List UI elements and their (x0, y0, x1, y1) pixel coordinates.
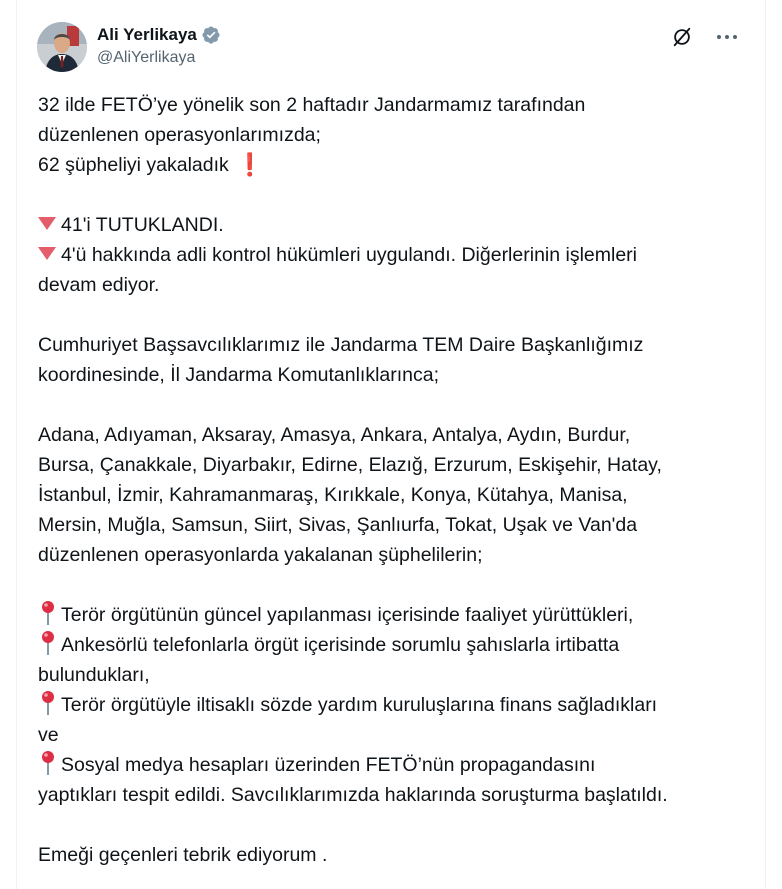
tweet-text (38, 90, 750, 870)
text-line (38, 150, 750, 180)
spacer (38, 180, 750, 210)
text-line (38, 690, 750, 720)
text-line: 32 ilde FETÖ’ye yönelik son 2 haftadır Jandarmamız tarafından (38, 94, 586, 116)
text-span: 41'i TUTUKLANDI. (61, 214, 224, 236)
avatar[interactable] (37, 22, 87, 72)
text-line: Emeği geçenleri tebrik ediyorum . (38, 844, 328, 866)
spacer (38, 300, 750, 330)
tweet-card (16, 0, 766, 889)
display-name[interactable]: Ali Yerlikaya (97, 25, 197, 44)
text-line: Mersin, Muğla, Samsun, Siirt, Sivas, Şanlıurfa, Tokat, Uşak ve Van'da (38, 514, 638, 536)
text-span: Sosyal medya hesapları üzerinden FETÖ’nün propagandasını (61, 754, 596, 776)
text-line: Adana, Adıyaman, Aksaray, Amasya, Ankara, Antalya, Aydın, Burdur, (38, 424, 631, 446)
text-line: ve (38, 724, 59, 746)
text-span: Terör örgütünün güncel yapılanması içerisinde faaliyet yürüttükleri, (61, 604, 634, 626)
avatar-image (37, 22, 87, 72)
text-line: bulundukları, (38, 664, 150, 686)
author-names (97, 24, 221, 67)
spacer (38, 810, 750, 840)
round-pushpin-icon (38, 630, 58, 656)
text-line: düzenlenen operasyonlarımızda; (38, 124, 321, 146)
red-down-triangle-icon (38, 247, 56, 260)
author-handle[interactable]: @AliYerlikaya (97, 49, 196, 66)
more-options-icon[interactable] (715, 26, 739, 48)
text-span: Ankesörlü telefonlarla örgüt içerisinde sorumlu şahıslarla irtibatta (61, 634, 620, 656)
tweet-header (37, 22, 749, 74)
text-line (38, 630, 750, 660)
text-line (38, 210, 750, 240)
round-pushpin-icon (38, 690, 58, 716)
spacer (38, 570, 750, 600)
text-line: düzenlenen operasyonlarda yakalanan şüphelilerin; (38, 544, 483, 566)
spacer (38, 390, 750, 420)
round-pushpin-icon (38, 750, 58, 776)
red-down-triangle-icon (38, 217, 56, 230)
text-line: yaptıkları tespit edildi. Savcılıklarımızda haklarında soruşturma başlatıldı. (38, 784, 668, 806)
text-span: 62 şüpheliyi yakaladık (38, 154, 229, 176)
text-line: koordinesinde, İl Jandarma Komutanlıklarınca; (38, 364, 440, 386)
text-line (38, 240, 750, 270)
round-pushpin-icon (38, 600, 58, 626)
verified-badge-icon[interactable] (201, 25, 221, 45)
text-line: Bursa, Çanakkale, Diyarbakır, Edirne, Elazığ, Erzurum, Eskişehir, Hatay, (38, 454, 662, 476)
text-line: İstanbul, İzmir, Kahramanmaraş, Kırıkkale, Konya, Kütahya, Manisa, (38, 484, 628, 506)
text-span: Terör örgütüyle iltisaklı sözde yardım kuruluşlarına finans sağladıkları (61, 694, 658, 716)
text-line: Cumhuriyet Başsavcılıklarımız ile Jandarma TEM Daire Başkanlığımız (38, 334, 644, 356)
text-line: devam ediyor. (38, 274, 160, 296)
red-exclamation-icon: ❗ (236, 152, 264, 177)
grok-icon[interactable] (671, 26, 693, 48)
text-line (38, 600, 750, 630)
text-line (38, 750, 750, 780)
text-span: 4'ü hakkında adli kontrol hükümleri uygulandı. Diğerlerinin işlemleri (61, 244, 638, 266)
